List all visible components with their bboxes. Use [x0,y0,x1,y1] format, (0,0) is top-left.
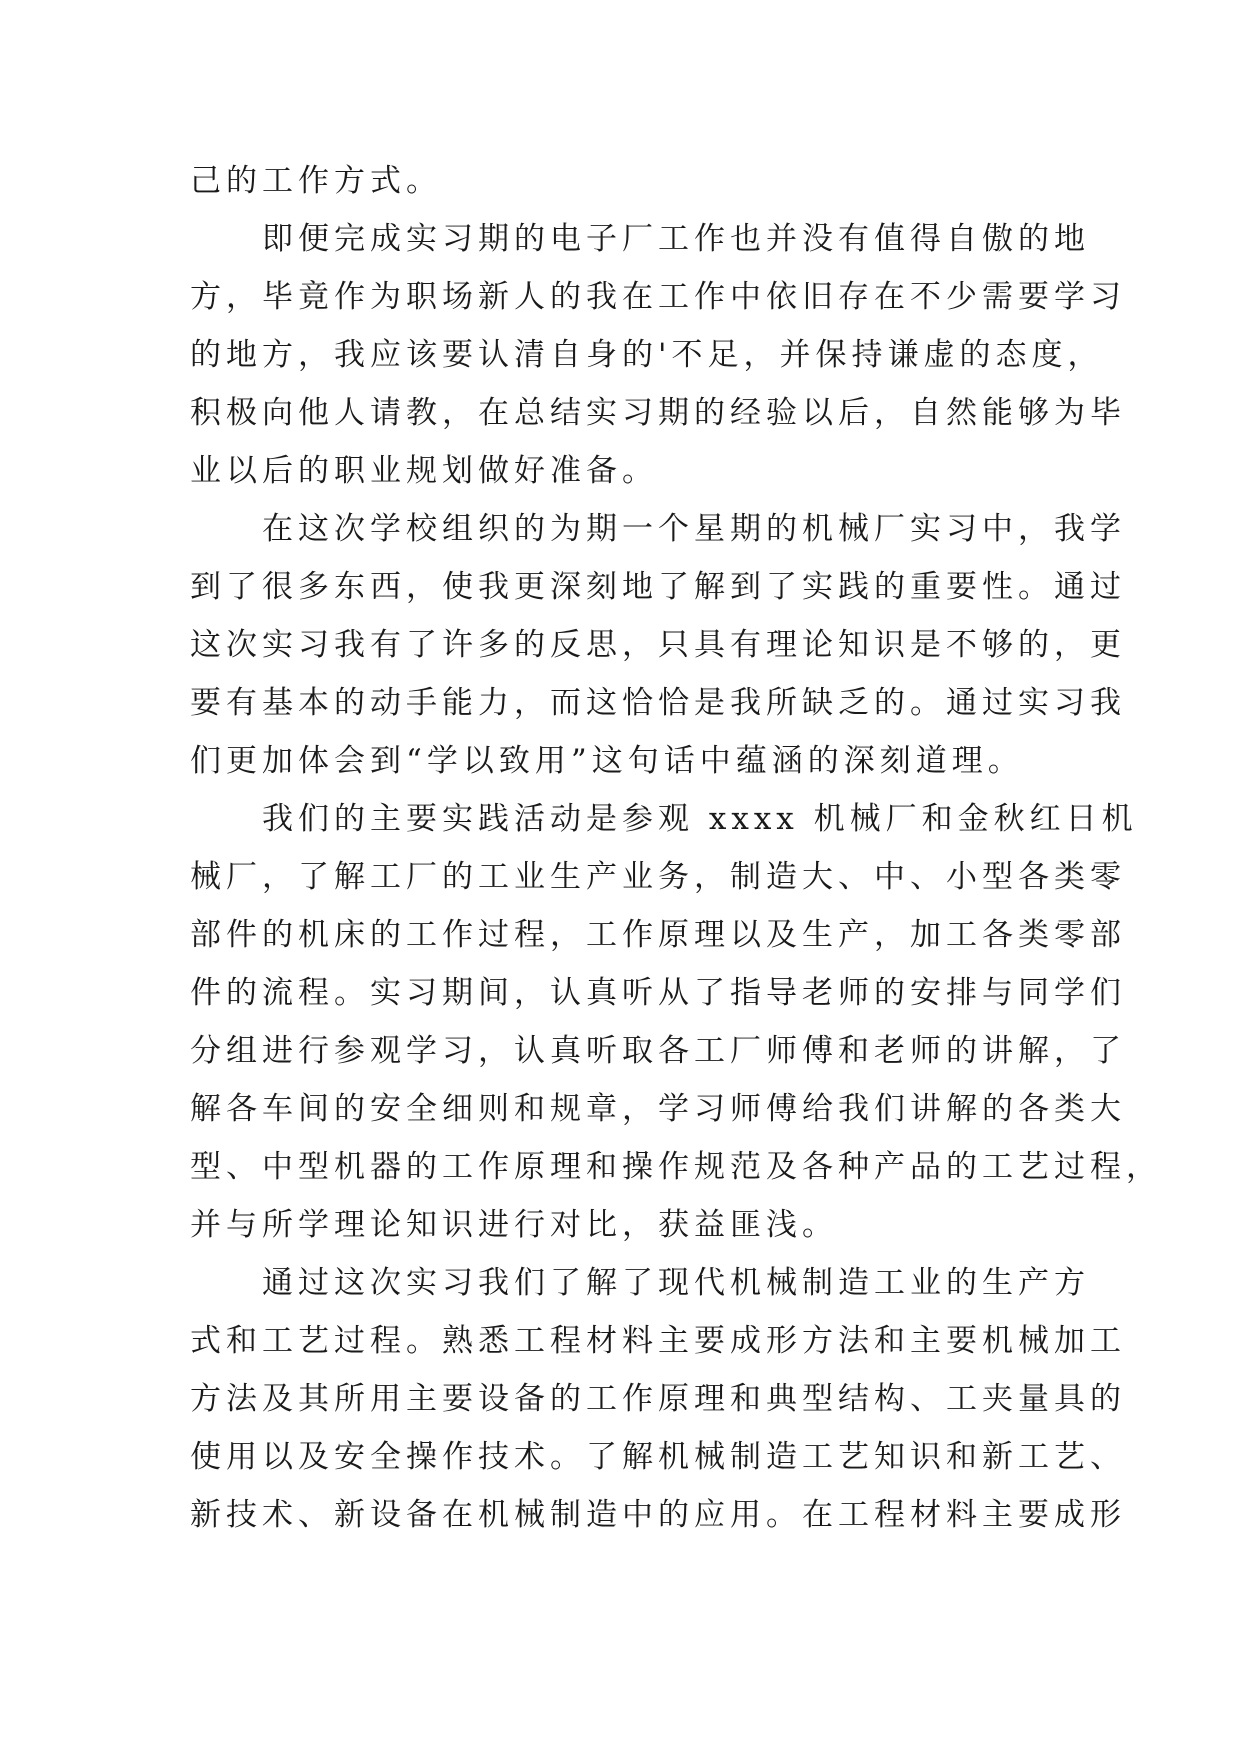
text-line: 们更加体会到“学以致用”这句话中蕴涵的深刻道理。 [190,743,1024,779]
text-line: 这次实习我有了许多的反思，只具有理论知识是不够的，更 [190,627,1126,663]
text-line: 械厂，了解工厂的工业生产业务，制造大、中、小型各类零 [190,859,1126,895]
text-line: 业以后的职业规划做好准备。 [190,453,658,489]
text-line: 的地方，我应该要认清自身的'不足，并保持谦虚的态度， [190,337,1104,373]
document-body [190,152,1162,1544]
text-line: 积极向他人请教，在总结实习期的经验以后，自然能够为毕 [190,395,1126,431]
text-line: 解各车间的安全细则和规章，学习师傅给我们讲解的各类大 [190,1091,1126,1127]
text-line: 新技术、新设备在机械制造中的应用。在工程材料主要成形 [190,1497,1126,1533]
text-line: 部件的机床的工作过程，工作原理以及生产，加工各类零部 [190,917,1126,953]
text-line: 方，毕竟作为职场新人的我在工作中依旧存在不少需要学习 [190,279,1126,315]
text-line: 式和工艺过程。熟悉工程材料主要成形方法和主要机械加工 [190,1323,1126,1359]
text-line: 己的工作方式。 [190,163,442,199]
paragraph-first-line: 我们的主要实践活动是参观 xxxx 机械厂和金秋红日机 [262,801,1138,837]
text-line: 件的流程。实习期间，认真听从了指导老师的安排与同学们 [190,975,1126,1011]
text-line: 分组进行参观学习，认真听取各工厂师傅和老师的讲解，了 [190,1033,1126,1069]
text-line: 型、中型机器的工作原理和操作规范及各种产品的工艺过程， [190,1149,1162,1185]
text-line: 到了很多东西，使我更深刻地了解到了实践的重要性。通过 [190,569,1126,605]
paragraph-first-line: 在这次学校组织的为期一个星期的机械厂实习中，我学 [262,511,1126,547]
paragraph-first-line: 即便完成实习期的电子厂工作也并没有值得自傲的地 [262,221,1090,257]
text-line: 使用以及安全操作技术。了解机械制造工艺知识和新工艺、 [190,1439,1126,1475]
text-line: 方法及其所用主要设备的工作原理和典型结构、工夹量具的 [190,1381,1126,1417]
text-line: 并与所学理论知识进行对比，获益匪浅。 [190,1207,838,1243]
text-line: 要有基本的动手能力，而这恰恰是我所缺乏的。通过实习我 [190,685,1126,721]
paragraph-first-line: 通过这次实习我们了解了现代机械制造工业的生产方 [262,1265,1090,1301]
